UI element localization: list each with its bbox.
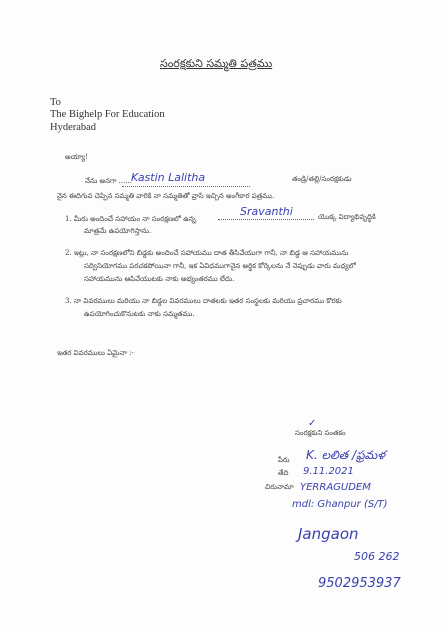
point1-line2: మాత్రమే ఉపయోగిస్తాను. xyxy=(84,227,152,235)
date-label: తేది xyxy=(278,469,289,477)
point3-line1: 3. నా వివరములు మరియు నా బిడ్డల వివరములు దాతలకు ఇతర సంస్థలకు మరియు ప్రచారము కొరకు xyxy=(65,297,342,305)
child-name-handwritten: Sravanthi xyxy=(240,205,293,218)
line1-prefix: నేను అనగా ...... xyxy=(85,177,133,185)
handwritten-address-line2: mdl: Ghanpur (S/T) xyxy=(292,499,388,510)
child-dotted-line xyxy=(218,219,314,220)
handwritten-date: 9.11.2021 xyxy=(303,466,354,477)
address-label: చిరునామా xyxy=(265,483,294,491)
recipient-city: Hyderabad xyxy=(50,122,97,133)
signature-scribble: ✓ xyxy=(308,418,317,429)
line1-suffix: తండ్రి/తల్లి/సంరక్షకుడు xyxy=(292,175,352,183)
name-dotted-line xyxy=(122,186,250,187)
recipient-name: The Bighelp For Education xyxy=(50,109,165,120)
name-label: పేరు xyxy=(278,456,290,464)
handwritten-address-line3: Jangaon xyxy=(298,525,359,543)
to-line: To xyxy=(50,97,61,108)
handwritten-address-line1: YERRAGUDEM xyxy=(300,482,371,493)
guardian-signature-label: సంరక్షకుని సంతకం xyxy=(295,429,346,437)
guardian-name-handwritten: Kastin Lalitha xyxy=(131,171,206,184)
line2: నైన ఈదిగువ చెప్పిన సమ్మతి వారికి నా సమ్మతితో వ్రాసి ఇచ్చిన అంగీకార పత్రము. xyxy=(57,192,275,200)
handwritten-phone: 9502953937 xyxy=(318,576,401,591)
point3-line2: ఉపయోగించుకొనుటకు నాకు సమ్మతము. xyxy=(84,310,195,318)
point2-line2: సద్వినియోగము పరచకపోయినా గానీ, ఇక ఏవిధముగానైన అర్థిక కోర్కెలను నే నెప్పుడు వారు మధ్యలో xyxy=(84,262,356,270)
handwritten-name: K. లలిత /ఫ్రమళ xyxy=(306,448,385,462)
page-title: సంరక్షకుని సమ్మతి పత్రము xyxy=(160,57,273,70)
salutation: అయ్యా! xyxy=(65,153,88,161)
point1-prefix: 1. మీరు అందించే సహాయం నా సంరక్షణలో ఉన్న xyxy=(65,215,196,223)
point2-line3: సహాయమును ఆపివేయుటకు నాకు అభ్యంతరము లేదు. xyxy=(84,275,235,283)
other-details-label: ఇతర వివరములు ఏమైనా :- xyxy=(57,349,134,357)
point1-suffix: యొక్క విద్యాభివృద్ధికి xyxy=(318,213,376,221)
point2-line1: 2. ఇట్లు, నా సంరక్షణలోని బిడ్డకు అందించే సహాయము దాత తీసివేయుగా గానీ, నా బిడ్డ ఆ సహాయమును xyxy=(65,249,349,257)
handwritten-pincode: 506 262 xyxy=(354,550,400,563)
